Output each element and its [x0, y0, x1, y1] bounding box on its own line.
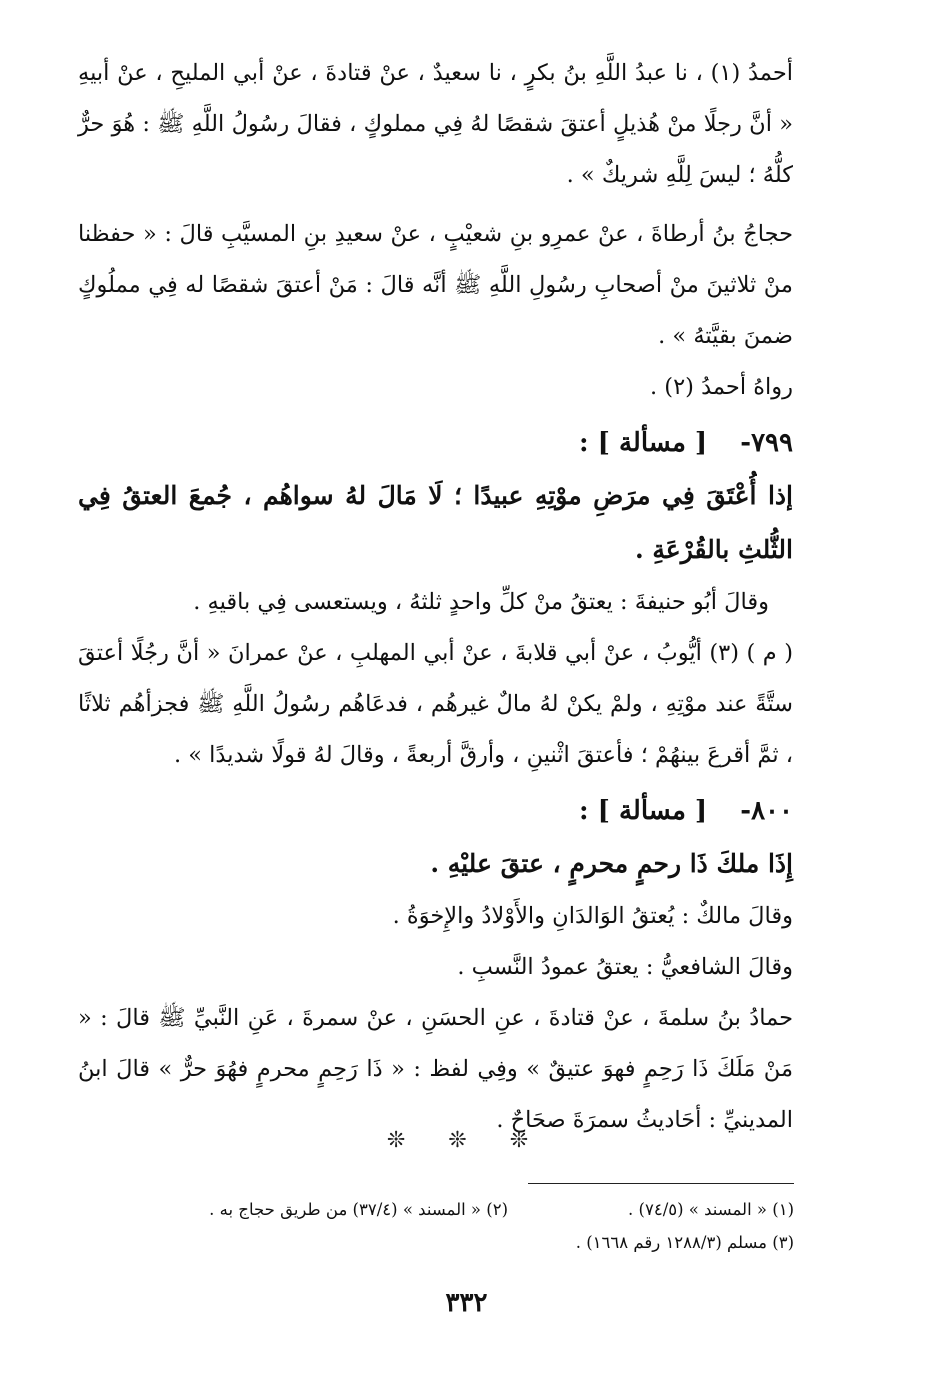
footnote-3: (٣) مسلم (١٢٨٨/٣ رقم ١٦٦٨) . [575, 1233, 794, 1252]
paragraph-abu-hanifa: وقالَ أبُو حنيفةَ : يعتقُ منْ كلِّ واحدٍ ثلثهُ ، ويستعسى فِي باقيهِ . [193, 589, 769, 615]
paragraph-muslim-hadith: ( م ) (٣) أيُّوبُ ، عنْ أبي قلابةَ ، عنْ أبي المهلبِ ، عنْ عمرانَ « أنَّ رجُلًا أعتقَ ستَّةً عند موْتِهِ ، ولمْ يكنْ لهُ مالٌ غيرهُم ، فدعَاهُم رسُولُ اللَّهِ ﷺ فجزأهُم ثلاثًا ، ثمَّ أقرعَ بينهُمْ ؛ فأعتقَ اثْنينِ ، وأرقَّ أربعةً ، وقالَ لهُ قولًا شديدًا » . [78, 640, 793, 768]
paragraph-hammad-hadith: حمادُ بنُ سلمةَ ، عنْ قتادةَ ، عنِ الحسَنِ ، عنْ سمرةَ ، عَنِ النَّبيِّ ﷺ قالَ : « مَنْ مَلَكَ ذَا رَحِمٍ فهوَ عتيقٌ » وفِي لفظ : « ذَا رَحِمٍ محرمٍ فهُوَ حرٌّ » قالَ ابنُ المدينيِّ : أحَاديثُ سمرَةَ صحَاحٌ . [78, 1005, 793, 1133]
footnotes [110, 1193, 794, 1259]
paragraph-ahmad-hadith: أحمدُ (١) ، نا عبدُ اللَّهِ بنُ بكرٍ ، نا سعيدٌ ، عنْ قتادةَ ، عنْ أبي المليحِ ، عنْ أبيهِ « أنَّ رجلًا منْ هُذيلٍ أعتقَ شقصًا لهُ فِي مملوكٍ ، فقالَ رسُولُ اللَّهِ ﷺ : هُوَ حرٌّ كلُّهُ ؛ ليسَ لِلَّهِ شريكٌ » . [78, 60, 793, 188]
footnote-1: (١) « المسند » (٧٤/٥) . [628, 1200, 794, 1219]
footnote-divider [528, 1183, 794, 1184]
paragraph-malik: وقالَ مالكٌ : يُعتقُ الوَالدَانِ والأَوْلادُ والإِخوَةُ . [392, 903, 793, 929]
issue-heading-800 [78, 785, 793, 837]
section-separator: ❊ ❊ ❊ [386, 1128, 547, 1153]
footnote-2: (٢) « المسند » (٣٧/٤) من طريق حجاج به . [209, 1200, 509, 1219]
issue-number: ٧٩٩- [740, 428, 793, 458]
issue-rule-799: إذا أُعْتَقَ فِي مرَضِ موْتِهِ عبيدًا ؛ لَا مَالَ لهُ سواهُم ، جُمعَ العتقُ فِي الثُّلثِ بالقُرْعَةِ . [78, 481, 793, 564]
issue-rule-800: إِذَا ملكَ ذَا رحمٍ محرمٍ ، عتقَ عليْهِ . [430, 849, 793, 878]
paragraph-hajjaj-hadith: حجاجُ بنُ أرطاةَ ، عنْ عمرِو بنِ شعيْبٍ ، عنْ سعيدِ بنِ المسيَّبِ قالَ : « حفظنا منْ ثلاثينَ منْ أصحابِ رسُولِ اللَّهِ ﷺ أنَّه قالَ : مَنْ أعتقَ شقصًا له فِي مملُوكٍ ضمنَ بقيَّتهُ » . [78, 221, 793, 349]
page-number: ٣٣٢ [445, 1288, 488, 1318]
issue-label: [ مسألة ] : [578, 796, 708, 826]
page-body [78, 48, 793, 1146]
issue-label: [ مسألة ] : [578, 428, 708, 458]
footnote-row [110, 1193, 794, 1226]
issue-heading-799 [78, 417, 793, 469]
paragraph-narrated-by: رواهُ أحمدُ (٢) . [649, 374, 793, 400]
paragraph-shafii: وقالَ الشافعيُّ : يعتقُ عمودُ النَّسبِ . [457, 954, 793, 980]
footnote-row [110, 1226, 794, 1259]
issue-number: ٨٠٠- [740, 796, 793, 826]
